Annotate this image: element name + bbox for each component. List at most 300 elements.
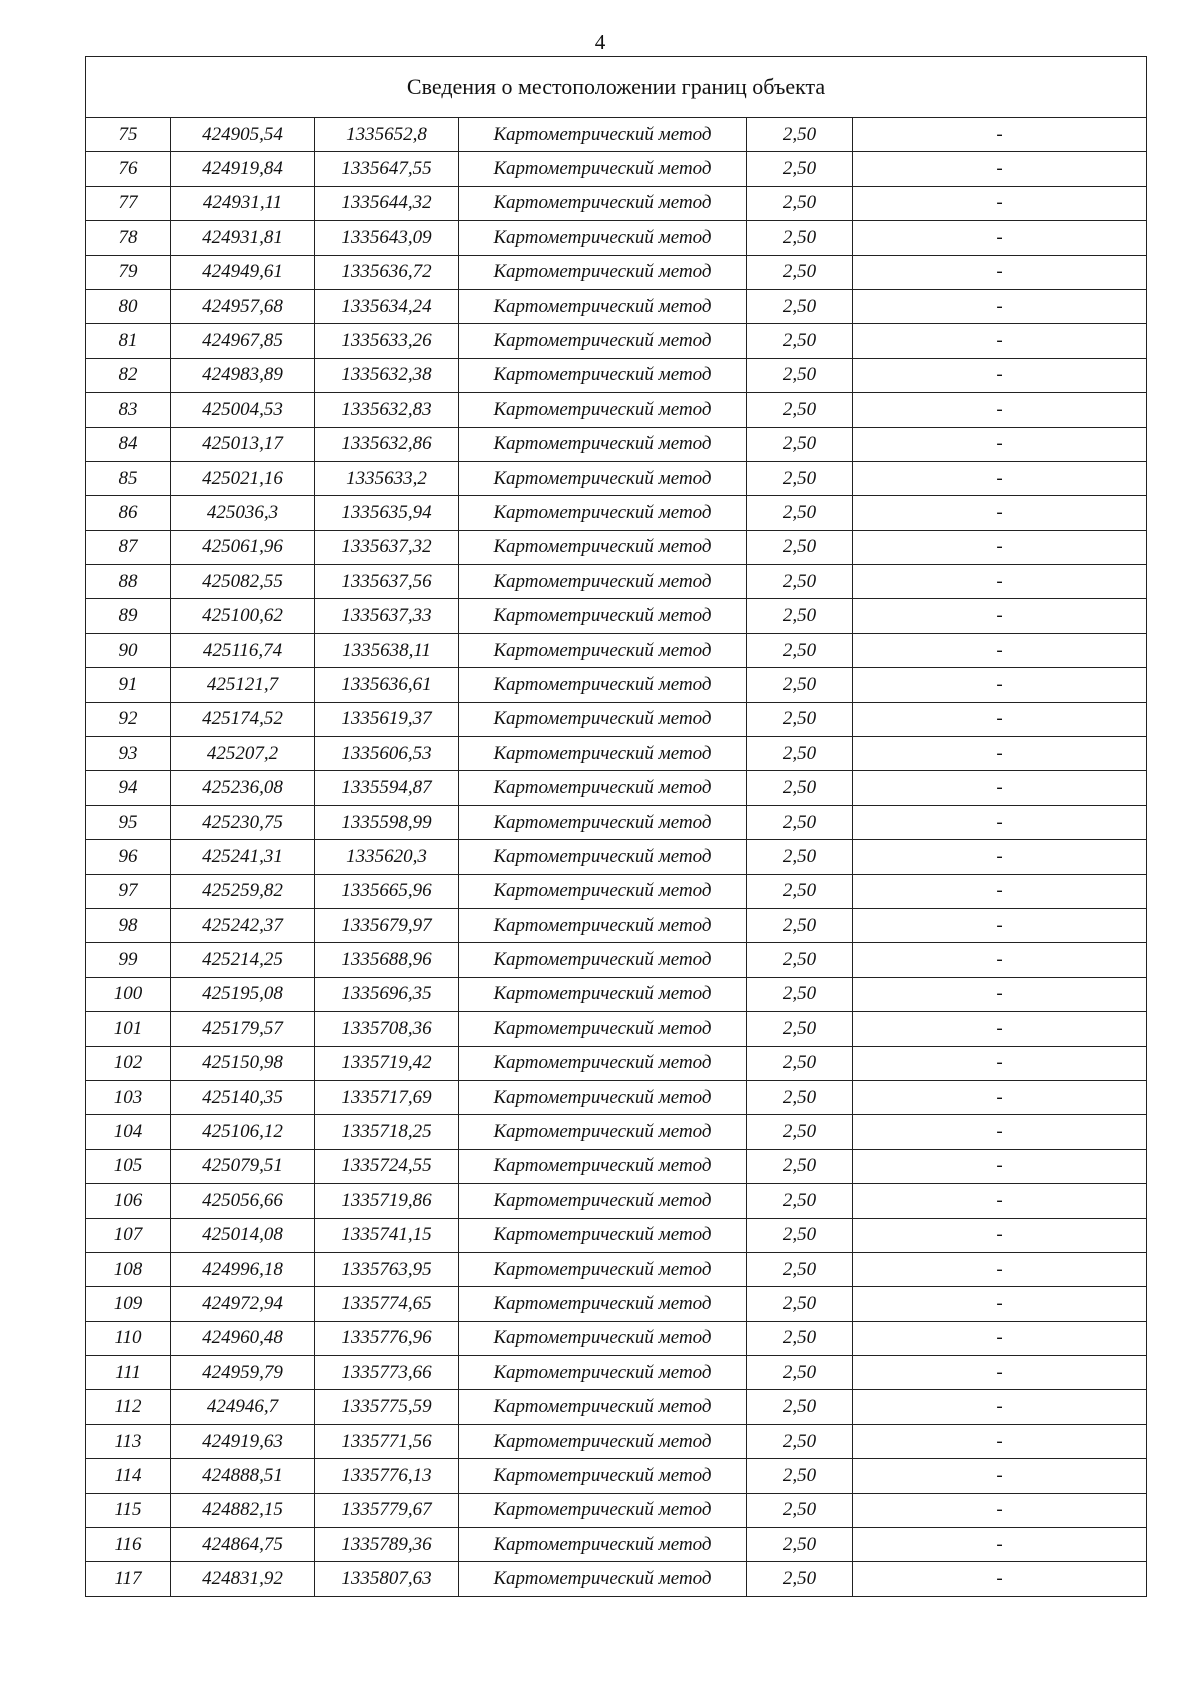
x-coordinate-cell: 424931,81 <box>171 221 315 255</box>
accuracy-cell: 2,50 <box>747 1528 853 1562</box>
accuracy-cell: 2,50 <box>747 840 853 874</box>
method-cell: Картометрический метод <box>459 1356 747 1390</box>
table-row <box>86 1012 1147 1046</box>
accuracy-cell: 2,50 <box>747 1012 853 1046</box>
y-coordinate-cell: 1335774,65 <box>315 1287 459 1321</box>
table-row <box>86 1424 1147 1458</box>
table-row <box>86 427 1147 461</box>
point-number-cell: 105 <box>86 1149 171 1183</box>
method-cell: Картометрический метод <box>459 1115 747 1149</box>
table-row <box>86 186 1147 220</box>
x-coordinate-cell: 425021,16 <box>171 461 315 495</box>
x-coordinate-cell: 425106,12 <box>171 1115 315 1149</box>
y-coordinate-cell: 1335633,26 <box>315 324 459 358</box>
x-coordinate-cell: 424983,89 <box>171 358 315 392</box>
description-cell: - <box>853 977 1147 1011</box>
method-cell: Картометрический метод <box>459 943 747 977</box>
table-row <box>86 255 1147 289</box>
x-coordinate-cell: 424888,51 <box>171 1459 315 1493</box>
boundary-coordinates-table <box>85 56 1147 1597</box>
point-number-cell: 116 <box>86 1528 171 1562</box>
y-coordinate-cell: 1335606,53 <box>315 737 459 771</box>
accuracy-cell: 2,50 <box>747 1356 853 1390</box>
y-coordinate-cell: 1335638,11 <box>315 633 459 667</box>
method-cell: Картометрический метод <box>459 633 747 667</box>
description-cell: - <box>853 1080 1147 1114</box>
table-row <box>86 1562 1147 1596</box>
x-coordinate-cell: 424972,94 <box>171 1287 315 1321</box>
method-cell: Картометрический метод <box>459 152 747 186</box>
description-cell: - <box>853 702 1147 736</box>
table-row <box>86 221 1147 255</box>
method-cell: Картометрический метод <box>459 118 747 152</box>
description-cell: - <box>853 1046 1147 1080</box>
method-cell: Картометрический метод <box>459 737 747 771</box>
point-number-cell: 106 <box>86 1184 171 1218</box>
y-coordinate-cell: 1335632,83 <box>315 393 459 427</box>
description-cell: - <box>853 1424 1147 1458</box>
x-coordinate-cell: 425241,31 <box>171 840 315 874</box>
accuracy-cell: 2,50 <box>747 324 853 358</box>
accuracy-cell: 2,50 <box>747 805 853 839</box>
accuracy-cell: 2,50 <box>747 668 853 702</box>
description-cell: - <box>853 668 1147 702</box>
x-coordinate-cell: 424960,48 <box>171 1321 315 1355</box>
table-row <box>86 496 1147 530</box>
y-coordinate-cell: 1335637,32 <box>315 530 459 564</box>
x-coordinate-cell: 425150,98 <box>171 1046 315 1080</box>
method-cell: Картометрический метод <box>459 908 747 942</box>
description-cell: - <box>853 461 1147 495</box>
table-row <box>86 943 1147 977</box>
method-cell: Картометрический метод <box>459 255 747 289</box>
accuracy-cell: 2,50 <box>747 186 853 220</box>
method-cell: Картометрический метод <box>459 427 747 461</box>
accuracy-cell: 2,50 <box>747 255 853 289</box>
table-row <box>86 805 1147 839</box>
y-coordinate-cell: 1335807,63 <box>315 1562 459 1596</box>
point-number-cell: 83 <box>86 393 171 427</box>
table-row <box>86 771 1147 805</box>
description-cell: - <box>853 1459 1147 1493</box>
table-row <box>86 599 1147 633</box>
accuracy-cell: 2,50 <box>747 1252 853 1286</box>
x-coordinate-cell: 425079,51 <box>171 1149 315 1183</box>
x-coordinate-cell: 425082,55 <box>171 565 315 599</box>
description-cell: - <box>853 496 1147 530</box>
accuracy-cell: 2,50 <box>747 1562 853 1596</box>
x-coordinate-cell: 425179,57 <box>171 1012 315 1046</box>
accuracy-cell: 2,50 <box>747 771 853 805</box>
accuracy-cell: 2,50 <box>747 1459 853 1493</box>
y-coordinate-cell: 1335665,96 <box>315 874 459 908</box>
description-cell: - <box>853 1356 1147 1390</box>
x-coordinate-cell: 424996,18 <box>171 1252 315 1286</box>
description-cell: - <box>853 289 1147 323</box>
table-row <box>86 1115 1147 1149</box>
accuracy-cell: 2,50 <box>747 1287 853 1321</box>
table-row <box>86 324 1147 358</box>
accuracy-cell: 2,50 <box>747 118 853 152</box>
point-number-cell: 112 <box>86 1390 171 1424</box>
description-cell: - <box>853 908 1147 942</box>
description-cell: - <box>853 1562 1147 1596</box>
description-cell: - <box>853 1321 1147 1355</box>
accuracy-cell: 2,50 <box>747 599 853 633</box>
table-row <box>86 668 1147 702</box>
accuracy-cell: 2,50 <box>747 1390 853 1424</box>
y-coordinate-cell: 1335696,35 <box>315 977 459 1011</box>
description-cell: - <box>853 255 1147 289</box>
table-row <box>86 118 1147 152</box>
method-cell: Картометрический метод <box>459 702 747 736</box>
table-row <box>86 1390 1147 1424</box>
y-coordinate-cell: 1335719,42 <box>315 1046 459 1080</box>
table-row <box>86 358 1147 392</box>
method-cell: Картометрический метод <box>459 1184 747 1218</box>
point-number-cell: 77 <box>86 186 171 220</box>
table-row <box>86 1046 1147 1080</box>
accuracy-cell: 2,50 <box>747 289 853 323</box>
table-row <box>86 1252 1147 1286</box>
table-row <box>86 565 1147 599</box>
y-coordinate-cell: 1335688,96 <box>315 943 459 977</box>
x-coordinate-cell: 425195,08 <box>171 977 315 1011</box>
x-coordinate-cell: 424931,11 <box>171 186 315 220</box>
y-coordinate-cell: 1335637,33 <box>315 599 459 633</box>
x-coordinate-cell: 425140,35 <box>171 1080 315 1114</box>
table-row <box>86 1459 1147 1493</box>
method-cell: Картометрический метод <box>459 977 747 1011</box>
x-coordinate-cell: 424946,7 <box>171 1390 315 1424</box>
accuracy-cell: 2,50 <box>747 1149 853 1183</box>
table-body <box>86 118 1147 1597</box>
y-coordinate-cell: 1335718,25 <box>315 1115 459 1149</box>
y-coordinate-cell: 1335594,87 <box>315 771 459 805</box>
x-coordinate-cell: 425207,2 <box>171 737 315 771</box>
y-coordinate-cell: 1335632,86 <box>315 427 459 461</box>
method-cell: Картометрический метод <box>459 186 747 220</box>
description-cell: - <box>853 221 1147 255</box>
description-cell: - <box>853 565 1147 599</box>
accuracy-cell: 2,50 <box>747 496 853 530</box>
y-coordinate-cell: 1335717,69 <box>315 1080 459 1114</box>
method-cell: Картометрический метод <box>459 599 747 633</box>
y-coordinate-cell: 1335652,8 <box>315 118 459 152</box>
y-coordinate-cell: 1335632,38 <box>315 358 459 392</box>
y-coordinate-cell: 1335679,97 <box>315 908 459 942</box>
x-coordinate-cell: 425242,37 <box>171 908 315 942</box>
accuracy-cell: 2,50 <box>747 702 853 736</box>
y-coordinate-cell: 1335763,95 <box>315 1252 459 1286</box>
y-coordinate-cell: 1335724,55 <box>315 1149 459 1183</box>
point-number-cell: 103 <box>86 1080 171 1114</box>
point-number-cell: 94 <box>86 771 171 805</box>
method-cell: Картометрический метод <box>459 1528 747 1562</box>
accuracy-cell: 2,50 <box>747 737 853 771</box>
description-cell: - <box>853 1287 1147 1321</box>
method-cell: Картометрический метод <box>459 1287 747 1321</box>
table-row <box>86 1356 1147 1390</box>
x-coordinate-cell: 424959,79 <box>171 1356 315 1390</box>
y-coordinate-cell: 1335636,61 <box>315 668 459 702</box>
x-coordinate-cell: 424967,85 <box>171 324 315 358</box>
x-coordinate-cell: 425056,66 <box>171 1184 315 1218</box>
accuracy-cell: 2,50 <box>747 461 853 495</box>
table-row <box>86 1218 1147 1252</box>
y-coordinate-cell: 1335620,3 <box>315 840 459 874</box>
accuracy-cell: 2,50 <box>747 530 853 564</box>
x-coordinate-cell: 424831,92 <box>171 1562 315 1596</box>
description-cell: - <box>853 324 1147 358</box>
point-number-cell: 92 <box>86 702 171 736</box>
point-number-cell: 97 <box>86 874 171 908</box>
method-cell: Картометрический метод <box>459 1149 747 1183</box>
table-row <box>86 702 1147 736</box>
point-number-cell: 80 <box>86 289 171 323</box>
method-cell: Картометрический метод <box>459 1080 747 1114</box>
x-coordinate-cell: 425214,25 <box>171 943 315 977</box>
method-cell: Картометрический метод <box>459 1459 747 1493</box>
point-number-cell: 75 <box>86 118 171 152</box>
point-number-cell: 96 <box>86 840 171 874</box>
point-number-cell: 104 <box>86 1115 171 1149</box>
method-cell: Картометрический метод <box>459 1046 747 1080</box>
point-number-cell: 91 <box>86 668 171 702</box>
y-coordinate-cell: 1335773,66 <box>315 1356 459 1390</box>
description-cell: - <box>853 393 1147 427</box>
x-coordinate-cell: 424919,63 <box>171 1424 315 1458</box>
description-cell: - <box>853 1184 1147 1218</box>
point-number-cell: 108 <box>86 1252 171 1286</box>
description-cell: - <box>853 1012 1147 1046</box>
method-cell: Картометрический метод <box>459 1012 747 1046</box>
description-cell: - <box>853 840 1147 874</box>
point-number-cell: 89 <box>86 599 171 633</box>
table-row <box>86 1149 1147 1183</box>
accuracy-cell: 2,50 <box>747 565 853 599</box>
accuracy-cell: 2,50 <box>747 1218 853 1252</box>
description-cell: - <box>853 1528 1147 1562</box>
point-number-cell: 85 <box>86 461 171 495</box>
point-number-cell: 98 <box>86 908 171 942</box>
method-cell: Картометрический метод <box>459 221 747 255</box>
method-cell: Картометрический метод <box>459 358 747 392</box>
accuracy-cell: 2,50 <box>747 1424 853 1458</box>
x-coordinate-cell: 425259,82 <box>171 874 315 908</box>
accuracy-cell: 2,50 <box>747 977 853 1011</box>
x-coordinate-cell: 425004,53 <box>171 393 315 427</box>
point-number-cell: 117 <box>86 1562 171 1596</box>
y-coordinate-cell: 1335719,86 <box>315 1184 459 1218</box>
point-number-cell: 82 <box>86 358 171 392</box>
description-cell: - <box>853 152 1147 186</box>
x-coordinate-cell: 424949,61 <box>171 255 315 289</box>
description-cell: - <box>853 358 1147 392</box>
description-cell: - <box>853 943 1147 977</box>
point-number-cell: 115 <box>86 1493 171 1527</box>
description-cell: - <box>853 874 1147 908</box>
point-number-cell: 93 <box>86 737 171 771</box>
point-number-cell: 88 <box>86 565 171 599</box>
y-coordinate-cell: 1335775,59 <box>315 1390 459 1424</box>
point-number-cell: 87 <box>86 530 171 564</box>
method-cell: Картометрический метод <box>459 1493 747 1527</box>
method-cell: Картометрический метод <box>459 668 747 702</box>
x-coordinate-cell: 425061,96 <box>171 530 315 564</box>
point-number-cell: 114 <box>86 1459 171 1493</box>
description-cell: - <box>853 737 1147 771</box>
point-number-cell: 90 <box>86 633 171 667</box>
x-coordinate-cell: 425236,08 <box>171 771 315 805</box>
y-coordinate-cell: 1335643,09 <box>315 221 459 255</box>
table-row <box>86 289 1147 323</box>
point-number-cell: 84 <box>86 427 171 461</box>
point-number-cell: 109 <box>86 1287 171 1321</box>
point-number-cell: 99 <box>86 943 171 977</box>
x-coordinate-cell: 425174,52 <box>171 702 315 736</box>
point-number-cell: 79 <box>86 255 171 289</box>
y-coordinate-cell: 1335708,36 <box>315 1012 459 1046</box>
method-cell: Картометрический метод <box>459 1252 747 1286</box>
point-number-cell: 101 <box>86 1012 171 1046</box>
y-coordinate-cell: 1335634,24 <box>315 289 459 323</box>
description-cell: - <box>853 599 1147 633</box>
y-coordinate-cell: 1335637,56 <box>315 565 459 599</box>
method-cell: Картометрический метод <box>459 324 747 358</box>
table-row <box>86 461 1147 495</box>
method-cell: Картометрический метод <box>459 393 747 427</box>
table-row <box>86 1321 1147 1355</box>
accuracy-cell: 2,50 <box>747 943 853 977</box>
point-number-cell: 107 <box>86 1218 171 1252</box>
description-cell: - <box>853 633 1147 667</box>
method-cell: Картометрический метод <box>459 771 747 805</box>
table-row <box>86 633 1147 667</box>
description-cell: - <box>853 186 1147 220</box>
table-row <box>86 840 1147 874</box>
x-coordinate-cell: 425116,74 <box>171 633 315 667</box>
method-cell: Картометрический метод <box>459 496 747 530</box>
y-coordinate-cell: 1335635,94 <box>315 496 459 530</box>
description-cell: - <box>853 1115 1147 1149</box>
method-cell: Картометрический метод <box>459 1218 747 1252</box>
table-header-row <box>86 57 1147 118</box>
accuracy-cell: 2,50 <box>747 908 853 942</box>
table-row <box>86 1493 1147 1527</box>
point-number-cell: 78 <box>86 221 171 255</box>
y-coordinate-cell: 1335636,72 <box>315 255 459 289</box>
point-number-cell: 102 <box>86 1046 171 1080</box>
table-row <box>86 1528 1147 1562</box>
accuracy-cell: 2,50 <box>747 152 853 186</box>
table-row <box>86 874 1147 908</box>
point-number-cell: 110 <box>86 1321 171 1355</box>
accuracy-cell: 2,50 <box>747 1046 853 1080</box>
description-cell: - <box>853 427 1147 461</box>
accuracy-cell: 2,50 <box>747 221 853 255</box>
x-coordinate-cell: 424864,75 <box>171 1528 315 1562</box>
x-coordinate-cell: 424957,68 <box>171 289 315 323</box>
method-cell: Картометрический метод <box>459 565 747 599</box>
y-coordinate-cell: 1335598,99 <box>315 805 459 839</box>
x-coordinate-cell: 424882,15 <box>171 1493 315 1527</box>
accuracy-cell: 2,50 <box>747 1493 853 1527</box>
y-coordinate-cell: 1335741,15 <box>315 1218 459 1252</box>
table-row <box>86 152 1147 186</box>
table-row <box>86 393 1147 427</box>
x-coordinate-cell: 424919,84 <box>171 152 315 186</box>
table-row <box>86 737 1147 771</box>
y-coordinate-cell: 1335779,67 <box>315 1493 459 1527</box>
point-number-cell: 86 <box>86 496 171 530</box>
method-cell: Картометрический метод <box>459 874 747 908</box>
description-cell: - <box>853 1218 1147 1252</box>
y-coordinate-cell: 1335644,32 <box>315 186 459 220</box>
method-cell: Картометрический метод <box>459 840 747 874</box>
point-number-cell: 113 <box>86 1424 171 1458</box>
y-coordinate-cell: 1335789,36 <box>315 1528 459 1562</box>
method-cell: Картометрический метод <box>459 1562 747 1596</box>
accuracy-cell: 2,50 <box>747 427 853 461</box>
description-cell: - <box>853 1149 1147 1183</box>
method-cell: Картометрический метод <box>459 1321 747 1355</box>
method-cell: Картометрический метод <box>459 289 747 323</box>
method-cell: Картометрический метод <box>459 461 747 495</box>
x-coordinate-cell: 425014,08 <box>171 1218 315 1252</box>
method-cell: Картометрический метод <box>459 1424 747 1458</box>
accuracy-cell: 2,50 <box>747 1321 853 1355</box>
y-coordinate-cell: 1335619,37 <box>315 702 459 736</box>
description-cell: - <box>853 771 1147 805</box>
accuracy-cell: 2,50 <box>747 393 853 427</box>
x-coordinate-cell: 424905,54 <box>171 118 315 152</box>
table-row <box>86 1287 1147 1321</box>
table-row <box>86 530 1147 564</box>
method-cell: Картометрический метод <box>459 805 747 839</box>
point-number-cell: 100 <box>86 977 171 1011</box>
x-coordinate-cell: 425013,17 <box>171 427 315 461</box>
table-title: Сведения о местоположении границ объекта <box>86 57 1147 118</box>
description-cell: - <box>853 805 1147 839</box>
y-coordinate-cell: 1335776,96 <box>315 1321 459 1355</box>
x-coordinate-cell: 425100,62 <box>171 599 315 633</box>
point-number-cell: 81 <box>86 324 171 358</box>
description-cell: - <box>853 118 1147 152</box>
description-cell: - <box>853 530 1147 564</box>
description-cell: - <box>853 1252 1147 1286</box>
y-coordinate-cell: 1335771,56 <box>315 1424 459 1458</box>
accuracy-cell: 2,50 <box>747 874 853 908</box>
y-coordinate-cell: 1335776,13 <box>315 1459 459 1493</box>
accuracy-cell: 2,50 <box>747 1080 853 1114</box>
y-coordinate-cell: 1335647,55 <box>315 152 459 186</box>
point-number-cell: 76 <box>86 152 171 186</box>
table-row <box>86 1184 1147 1218</box>
table-row <box>86 1080 1147 1114</box>
description-cell: - <box>853 1390 1147 1424</box>
accuracy-cell: 2,50 <box>747 1115 853 1149</box>
accuracy-cell: 2,50 <box>747 1184 853 1218</box>
x-coordinate-cell: 425121,7 <box>171 668 315 702</box>
method-cell: Картометрический метод <box>459 1390 747 1424</box>
page-number: 4 <box>594 30 606 54</box>
description-cell: - <box>853 1493 1147 1527</box>
point-number-cell: 95 <box>86 805 171 839</box>
method-cell: Картометрический метод <box>459 530 747 564</box>
point-number-cell: 111 <box>86 1356 171 1390</box>
accuracy-cell: 2,50 <box>747 633 853 667</box>
